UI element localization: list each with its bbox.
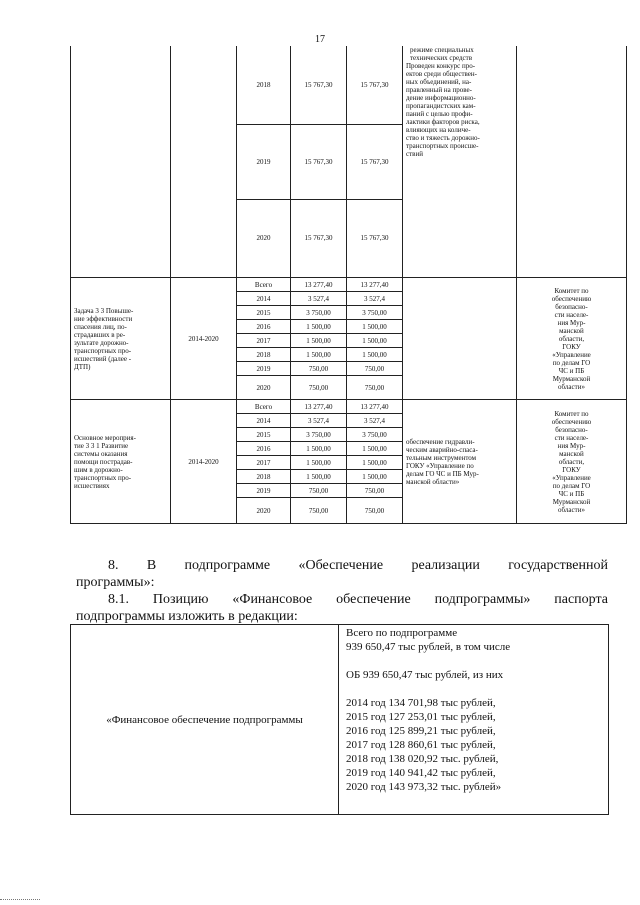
finance-line xyxy=(346,654,608,668)
finance-line: 2016 год 125 899,21 тыс рублей, xyxy=(346,725,496,737)
amount-total-cell: 750,00 xyxy=(291,362,347,376)
year-cell: 2018 xyxy=(237,470,291,484)
executor-line: области, xyxy=(558,334,585,343)
year-cell: 2019 xyxy=(237,484,291,498)
executor-line: сти населе- xyxy=(554,310,589,319)
executor-line: безопасно- xyxy=(555,425,588,434)
year-cell: 2015 xyxy=(237,306,291,320)
amount-regional-cell: 3 527,4 xyxy=(347,414,403,428)
measure-name-line: системы оказания xyxy=(74,449,128,458)
amount-regional-cell: 1 500,00 xyxy=(347,334,403,348)
task-3-3-executor xyxy=(517,278,627,400)
measure-name-line: тие 3 3 1 Развитие xyxy=(74,441,129,450)
result-line: ствий xyxy=(406,150,423,158)
measure-3-3-1-name xyxy=(71,400,171,524)
task-3-3-period: 2014-2020 xyxy=(171,278,237,400)
paragraph-8-1-line2: подпрограммы изложить в редакции: xyxy=(76,609,298,624)
finance-table xyxy=(70,624,609,815)
amount-total-cell: 750,00 xyxy=(291,484,347,498)
task-name-cell xyxy=(71,46,171,277)
finance-line: ОБ 939 650,47 тыс рублей, из них xyxy=(346,669,504,681)
measure-name-line: Основное мероприя- xyxy=(74,433,136,442)
measure-3-3-1-executor xyxy=(517,400,627,524)
year-cell: 2016 xyxy=(237,320,291,334)
result-line: ГОКУ «Управление по xyxy=(406,461,474,470)
amount-regional-cell: 750,00 xyxy=(347,484,403,498)
amount-total-cell: 1 500,00 xyxy=(291,334,347,348)
year-cell: 2018 xyxy=(237,46,291,124)
result-line: делам ГО ЧС и ПБ Мур- xyxy=(406,469,479,478)
executor-line: ЧС и ПБ xyxy=(558,366,585,375)
executor-line: ния Мур- xyxy=(557,441,586,450)
year-cell: 2018 xyxy=(237,348,291,362)
executor-line: манской xyxy=(559,449,584,458)
executor-line: обеспечению xyxy=(551,417,592,426)
result-line: ных объединений, на- xyxy=(406,78,472,86)
paragraph-8-line1: 8. В подпрограмме «Обеспечение реализации государственной xyxy=(108,558,608,573)
amount-total-cell: 1 500,00 xyxy=(291,320,347,334)
amount-regional-cell: 1 500,00 xyxy=(347,470,403,484)
task-name-line: Задача 3 3 Повыше- xyxy=(74,306,134,315)
amount-total-cell: 13 277,40 xyxy=(291,278,347,292)
executor-line: области, xyxy=(558,457,585,466)
executor-line: Мурманской xyxy=(552,497,591,506)
year-cell: 2017 xyxy=(237,334,291,348)
task-3-3-name xyxy=(71,278,171,400)
result-line: транспортных происше- xyxy=(406,142,479,150)
executor-line: области» xyxy=(558,382,585,391)
year-cell: 2019 xyxy=(237,362,291,376)
measure-name-line: шим в дорожно- xyxy=(74,465,123,474)
task-3-3-result xyxy=(403,278,517,400)
task-name-line: транспортных про- xyxy=(74,346,132,355)
year-cell: 2017 xyxy=(237,456,291,470)
amount-regional-cell: 13 277,40 xyxy=(347,400,403,414)
task-name-line: спасения лиц, по- xyxy=(74,322,127,331)
executor-line: по делам ГО xyxy=(552,358,591,367)
executor-line: Мурманской xyxy=(552,374,591,383)
finance-values-cell xyxy=(339,625,609,815)
amount-total-cell: 750,00 xyxy=(291,376,347,400)
executor-line: «Управление xyxy=(552,473,591,482)
amount-total-cell: 3 527,4 xyxy=(291,292,347,306)
amount-total-cell: 13 277,40 xyxy=(291,400,347,414)
amount-regional-cell: 3 527,4 xyxy=(347,292,403,306)
finance-line: Всего по подпрограмме xyxy=(346,627,458,639)
executor-line: манской xyxy=(559,326,584,335)
year-cell: Всего xyxy=(237,278,291,292)
measure-name-line: помощи пострадав- xyxy=(74,457,133,466)
task-name-line: страдавших в ре- xyxy=(74,330,126,339)
executor-line: «Управление xyxy=(552,350,591,359)
finance-line: 2017 год 128 860,61 тыс рублей, xyxy=(346,739,496,751)
year-cell: Всего xyxy=(237,400,291,414)
year-cell: 2020 xyxy=(237,376,291,400)
amount-total-cell: 15 767,30 xyxy=(291,199,347,277)
measures-table-continued xyxy=(70,46,627,278)
executor-cell xyxy=(517,46,627,277)
year-cell: 2014 xyxy=(237,414,291,428)
amount-regional-cell: 3 750,00 xyxy=(347,306,403,320)
task-name-line: исшествий (далее - xyxy=(74,354,132,363)
executor-line: безопасно- xyxy=(555,302,588,311)
result-line: ектов среди обществен- xyxy=(406,70,477,78)
finance-line: 2019 год 140 941,42 тыс рублей, xyxy=(346,767,496,779)
finance-label-cell: «Финансовое обеспечение подпрограммы xyxy=(71,625,339,815)
amount-regional-cell: 750,00 xyxy=(347,498,403,524)
finance-line xyxy=(346,682,608,696)
year-cell: 2020 xyxy=(237,199,291,277)
executor-line: ЧС и ПБ xyxy=(558,489,585,498)
measure-name-line: исшествиях xyxy=(74,481,110,490)
amount-regional-cell: 750,00 xyxy=(347,362,403,376)
result-line: влияющих на количе- xyxy=(406,126,471,134)
result-line: режиме специальных xyxy=(410,46,474,54)
amount-regional-cell: 1 500,00 xyxy=(347,442,403,456)
finance-line: 2020 год 143 973,32 тыс. рублей» xyxy=(346,781,502,793)
result-line: обеспечение гидравли- xyxy=(406,437,475,446)
executor-line: обеспечению xyxy=(551,294,592,303)
amount-total-cell: 15 767,30 xyxy=(291,124,347,199)
executor-line: ния Мур- xyxy=(557,318,586,327)
finance-line: 2015 год 127 253,01 тыс рублей, xyxy=(346,711,496,723)
period-cell xyxy=(171,46,237,277)
amount-regional-cell: 15 767,30 xyxy=(347,124,403,199)
amount-total-cell: 1 500,00 xyxy=(291,442,347,456)
page-number: 17 xyxy=(315,34,325,45)
result-line: тельным инструментом xyxy=(406,453,477,462)
result-line: дение информационно- xyxy=(406,94,476,102)
paragraph-8-line2: программы»: xyxy=(76,575,155,590)
measures-table xyxy=(70,277,627,524)
finance-line: 2018 год 138 020,92 тыс. рублей, xyxy=(346,753,499,765)
result-line: ство и тяжесть дорожно- xyxy=(406,134,480,142)
year-cell: 2019 xyxy=(237,124,291,199)
amount-regional-cell: 750,00 xyxy=(347,376,403,400)
amount-total-cell: 3 527,4 xyxy=(291,414,347,428)
year-cell: 2020 xyxy=(237,498,291,524)
amount-regional-cell: 1 500,00 xyxy=(347,348,403,362)
executor-line: ГОКУ xyxy=(562,465,581,474)
measure-name-line: транспортных про- xyxy=(74,473,132,482)
year-cell: 2015 xyxy=(237,428,291,442)
task-name-line: ДТП) xyxy=(74,362,91,371)
executor-line: Комитет по xyxy=(554,409,589,418)
year-cell: 2014 xyxy=(237,292,291,306)
amount-total-cell: 1 500,00 xyxy=(291,470,347,484)
executor-line: сти населе- xyxy=(554,433,589,442)
amount-total-cell: 1 500,00 xyxy=(291,456,347,470)
amount-regional-cell: 13 277,40 xyxy=(347,278,403,292)
measure-3-3-1-result xyxy=(403,400,517,524)
result-line: пропагандистских кам- xyxy=(406,102,476,110)
amount-total-cell: 1 500,00 xyxy=(291,348,347,362)
amount-total-cell: 15 767,30 xyxy=(291,46,347,124)
executor-line: ГОКУ xyxy=(562,342,581,351)
amount-total-cell: 750,00 xyxy=(291,498,347,524)
amount-regional-cell: 1 500,00 xyxy=(347,456,403,470)
executor-line: области» xyxy=(558,505,585,514)
amount-regional-cell: 15 767,30 xyxy=(347,199,403,277)
amount-total-cell: 3 750,00 xyxy=(291,306,347,320)
result-line: ческим аварийно-спаса- xyxy=(406,445,478,454)
paragraph-8-1-line1: 8.1. Позицию «Финансовое обеспечение подпрограммы» паспорта xyxy=(108,592,608,607)
result-line: технических средств xyxy=(410,54,473,62)
finance-line: 2014 год 134 701,98 тыс рублей, xyxy=(346,697,496,709)
result-line: лактики факторов риска, xyxy=(406,118,480,126)
executor-line: Комитет по xyxy=(554,286,589,295)
task-name-line: ние эффективности xyxy=(74,314,133,323)
scan-edge-mark xyxy=(0,899,40,900)
result-indicator-cell xyxy=(403,46,517,277)
task-name-line: зультате дорожно- xyxy=(74,338,129,347)
result-line: Проведен конкурс про- xyxy=(406,62,476,70)
amount-total-cell: 3 750,00 xyxy=(291,428,347,442)
amount-regional-cell: 15 767,30 xyxy=(347,46,403,124)
result-line: паний с целью профи- xyxy=(406,110,473,118)
measure-3-3-1-period: 2014-2020 xyxy=(171,400,237,524)
year-cell: 2016 xyxy=(237,442,291,456)
amount-regional-cell: 3 750,00 xyxy=(347,428,403,442)
amount-regional-cell: 1 500,00 xyxy=(347,320,403,334)
finance-line: 939 650,47 тыс рублей, в том числе xyxy=(346,641,511,653)
executor-line: по делам ГО xyxy=(552,481,591,490)
result-line: манской области» xyxy=(406,477,460,486)
result-line: правленный на прове- xyxy=(406,86,472,94)
